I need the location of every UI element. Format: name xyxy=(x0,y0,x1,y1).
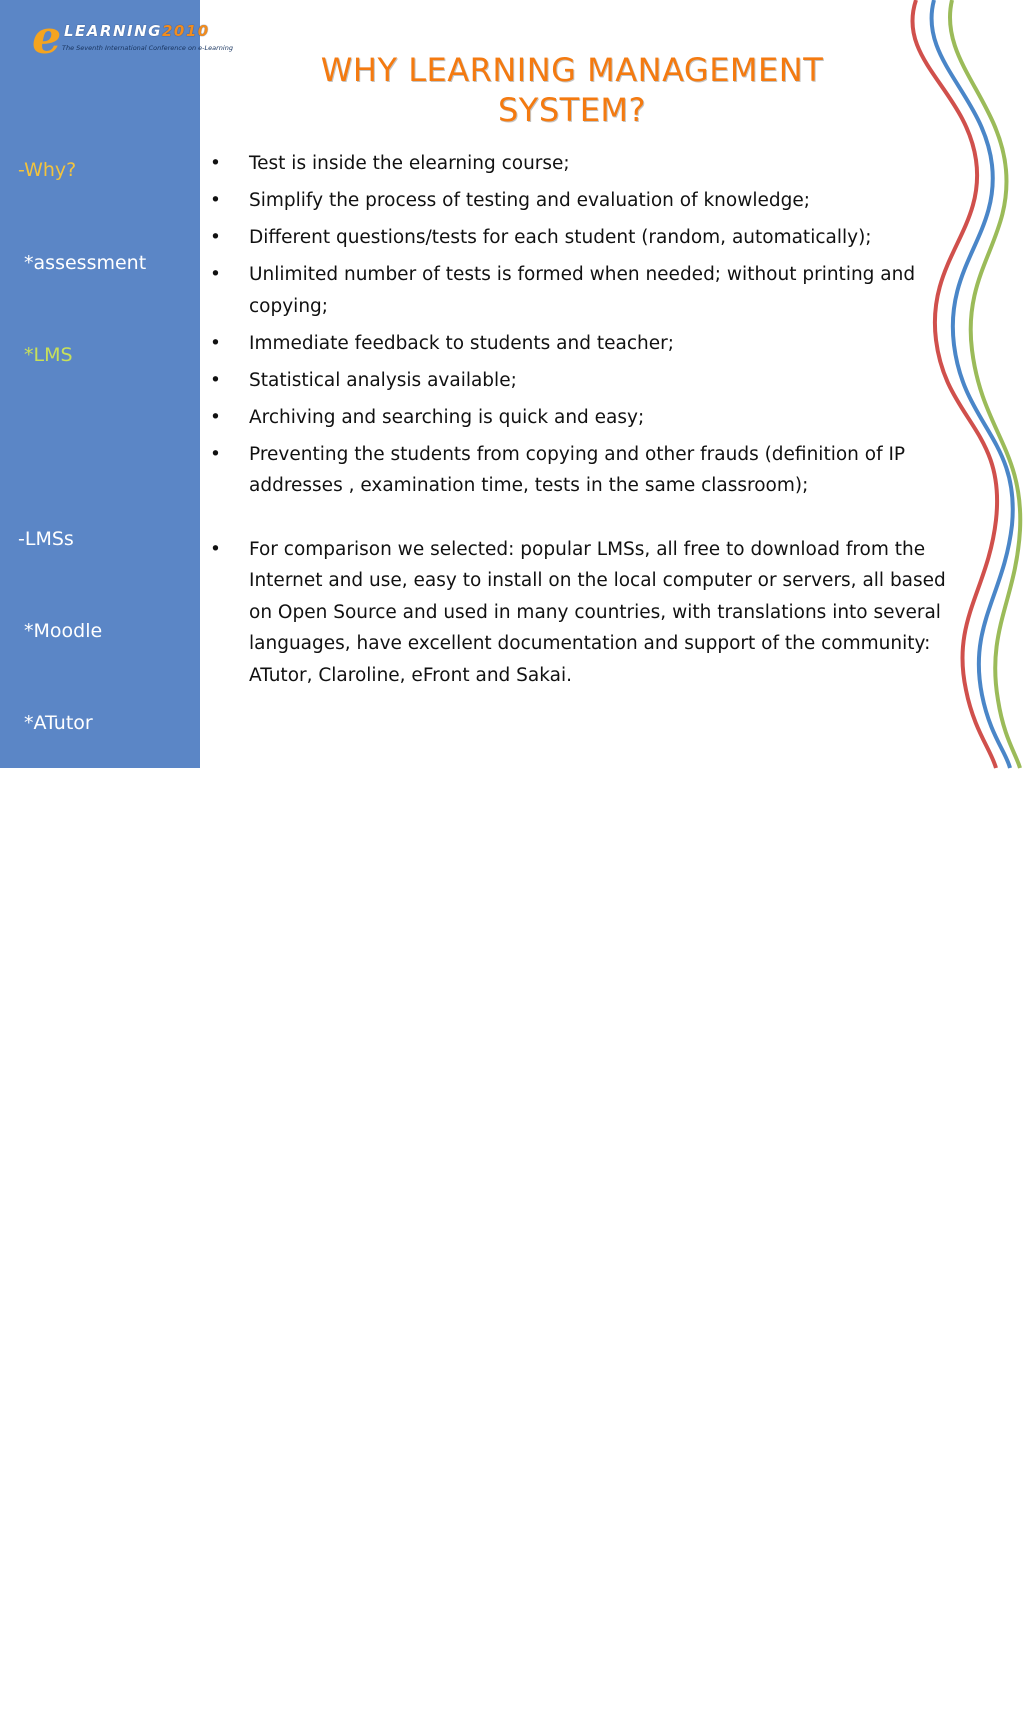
slide-title-line2: SYSTEM? xyxy=(497,91,647,129)
sidebar xyxy=(0,0,233,1655)
bullet-item: • Different questions/tests for each student (random, automatically); xyxy=(208,222,948,254)
bullet-item: • Test is inside the elearning course; xyxy=(208,148,948,180)
nav-spacer xyxy=(18,1261,198,1292)
nav-item-why[interactable]: -Why? xyxy=(18,159,77,182)
bullet-item: • For comparison we selected: popular LMSs, all free to download from the Internet and use, easy to install on the local computer or servers, all based on Open Source and used in many countries, with translations into several languages, have excellent documentation and support of the community: ATutor, Claroline, eFront and Sakai. xyxy=(208,534,948,692)
nav-item-moodle[interactable]: *Moodle xyxy=(18,619,103,642)
bullet-list xyxy=(208,148,948,697)
nav-item-atutor[interactable]: *ATutor xyxy=(18,711,93,734)
nav-spacer xyxy=(18,432,198,463)
logo-word: LEARNING xyxy=(64,22,162,40)
bullet-item: • Statistical analysis available; xyxy=(208,365,948,397)
wave-red xyxy=(912,0,997,768)
elearning-logo xyxy=(32,10,233,64)
nav-item-criteria[interactable]: -Criteria xyxy=(18,1172,96,1195)
bullet-item: • Immediate feedback to students and teacher; xyxy=(208,328,948,360)
bullet-item: • Archiving and searching is quick and easy; xyxy=(208,402,948,434)
nav-item-sakai[interactable]: *Sakai xyxy=(18,988,85,1011)
logo-e-letter: e xyxy=(32,10,62,64)
nav-item-lack-of[interactable]: * lack of... xyxy=(18,1540,120,1563)
bullet-item: • Simplify the process of testing and evaluation of knowledge; xyxy=(208,185,948,217)
logo-year: 2010 xyxy=(161,22,210,40)
slide-title-line1: WHY LEARNING MANAGEMENT xyxy=(320,51,824,89)
decorative-waves xyxy=(896,0,1024,768)
nav-item-claroline[interactable]: *Claroline xyxy=(18,804,118,827)
nav-item-lmss[interactable]: -LMSs xyxy=(18,527,74,550)
nav-item-assessment[interactable]: *assessment xyxy=(18,251,147,274)
bullet-item: • Unlimited number of tests is formed when needed; without printing and copying; xyxy=(208,259,948,322)
outline-nav xyxy=(18,94,198,1721)
nav-spacer xyxy=(18,1076,198,1107)
bullet-item: • Preventing the students from copying and other frauds (definition of IP addresses , examination time, tests in the same classroom); xyxy=(208,439,948,502)
logo-tagline: The Seventh International Conference on e-Learning xyxy=(62,44,233,52)
logo-wordmark xyxy=(64,22,210,40)
slide-title xyxy=(232,50,912,130)
nav-item-lms[interactable]: *LMS xyxy=(18,343,73,366)
nav-item-conclusion[interactable]: -Conclusion xyxy=(18,1356,129,1379)
nav-item-yes-no[interactable]: *Yes/No? xyxy=(18,1632,107,1655)
nav-item-advantages[interactable]: *advantages xyxy=(18,1448,139,1471)
wave-blue xyxy=(932,0,1013,768)
nav-item-efront[interactable]: *eFront xyxy=(18,896,94,919)
